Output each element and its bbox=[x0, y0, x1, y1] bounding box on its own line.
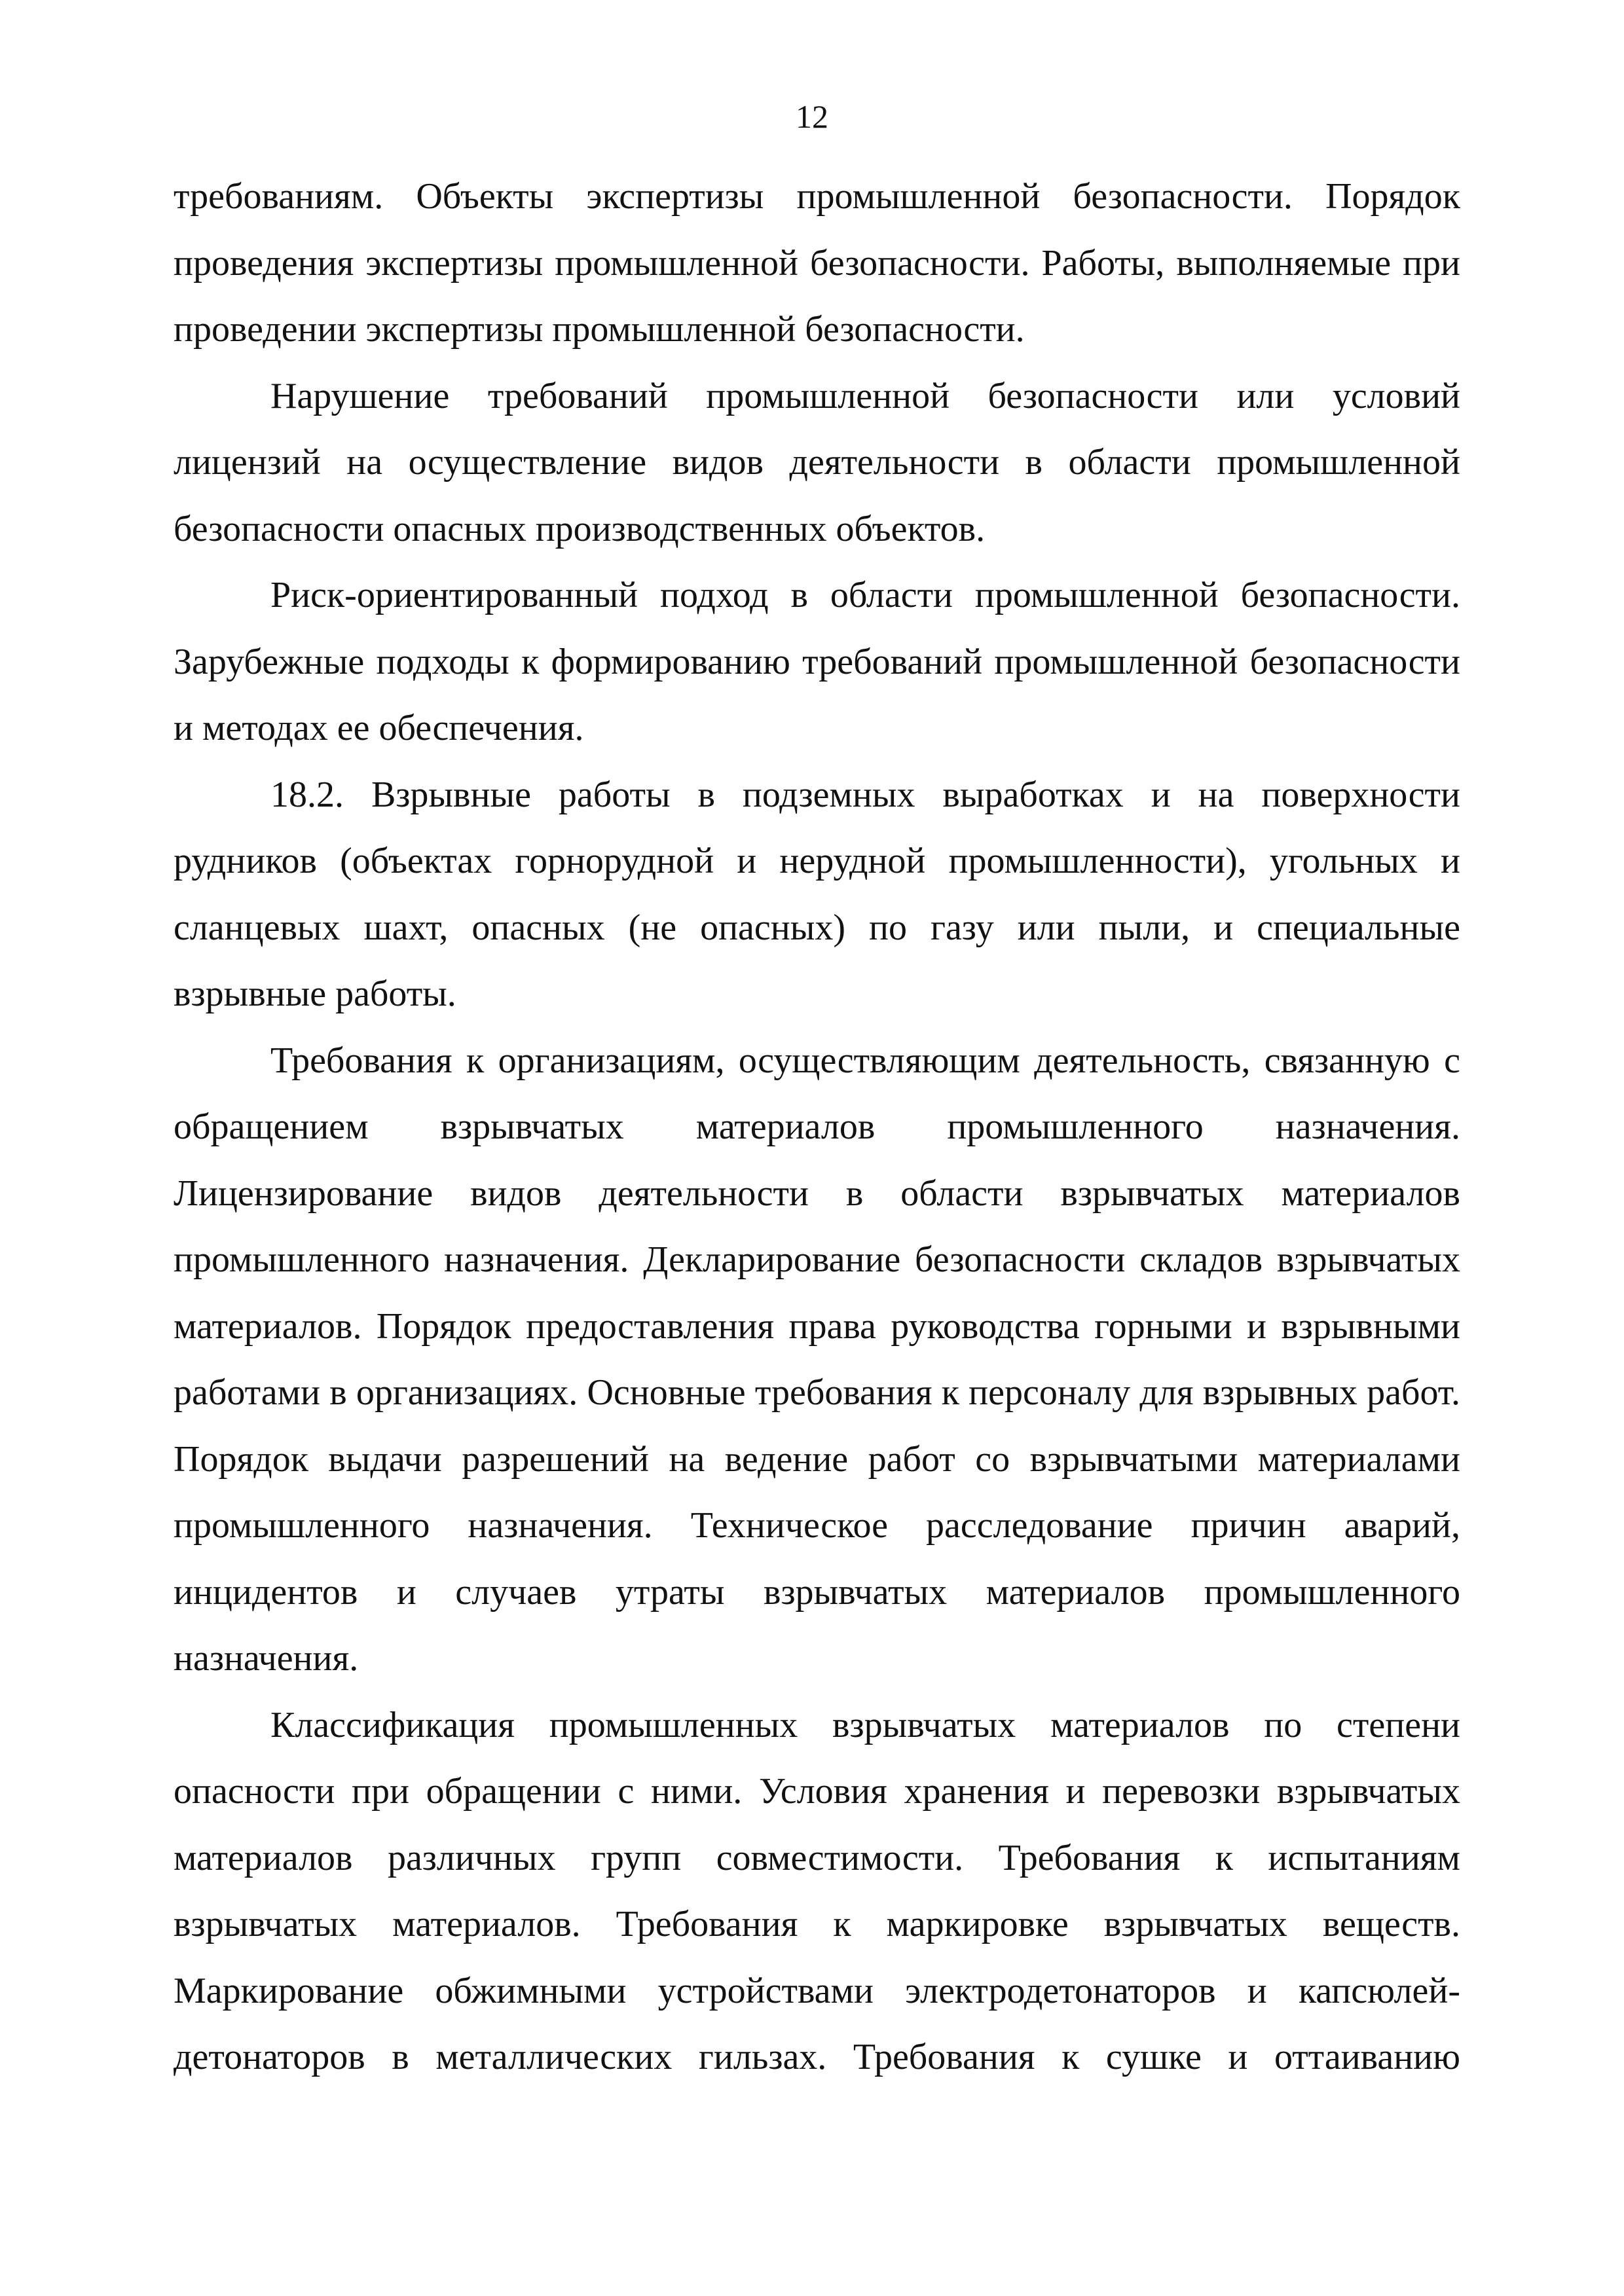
paragraph-organization-requirements: Требования к организациям, осуществляющим деятельность, связанную с обращением взрывчатых материалов промышленного назначения. Лицензирование видов деятельности в области взрывчатых материалов промышленного назначения. Декларирование безопасности складов взрывчатых материалов. Порядок предоставления права руководства горными и взрывными работами в организациях. Основные требования к персоналу для взрывных работ. Порядок выдачи разрешений на ведение работ со взрывчатыми материалами промышленного назначения. Техническое расследование причин аварий, инцидентов и случаев утраты взрывчатых материалов промышленного назначения. bbox=[174, 1040, 1460, 1679]
paragraph-classification: Классификация промышленных взрывчатых материалов по степени опасности при обращении с ними. Условия хранения и перевозки взрывчатых материалов различных групп совместимости. Требования к испытаниям взрывчатых материалов. Требования к маркировке взрывчатых веществ. Маркирование обжимными устройствами электродетонаторов и капсюлей-детонаторов в металлических гильзах. Требования к сушке и оттаиванию bbox=[174, 1704, 1460, 2077]
paragraph-continuation: требованиям. Объекты экспертизы промышленной безопасности. Порядок проведения экспертизы промышленной безопасности. Работы, выполняемые при проведении экспертизы промышленной безопасности. bbox=[174, 176, 1460, 350]
page-number: 12 bbox=[796, 98, 828, 135]
paragraph-risk-oriented-approach: Риск-ориентированный подход в области промышленной безопасности. Зарубежные подходы к формированию требований промышленной безопасности и методах ее обеспечения. bbox=[174, 575, 1460, 748]
paragraph-section-18-2: 18.2. Взрывные работы в подземных выработках и на поверхности рудников (объектах горнорудной и нерудной промышленности), угольных и сланцевых шахт, опасных (не опасных) по газу или пыли, и специальные взрывные работы. bbox=[174, 774, 1460, 1014]
paragraph-violations: Нарушение требований промышленной безопасности или условий лицензий на осуществление видов деятельности в области промышленной безопасности опасных производственных объектов. bbox=[174, 375, 1460, 549]
document-body bbox=[174, 164, 1460, 2091]
